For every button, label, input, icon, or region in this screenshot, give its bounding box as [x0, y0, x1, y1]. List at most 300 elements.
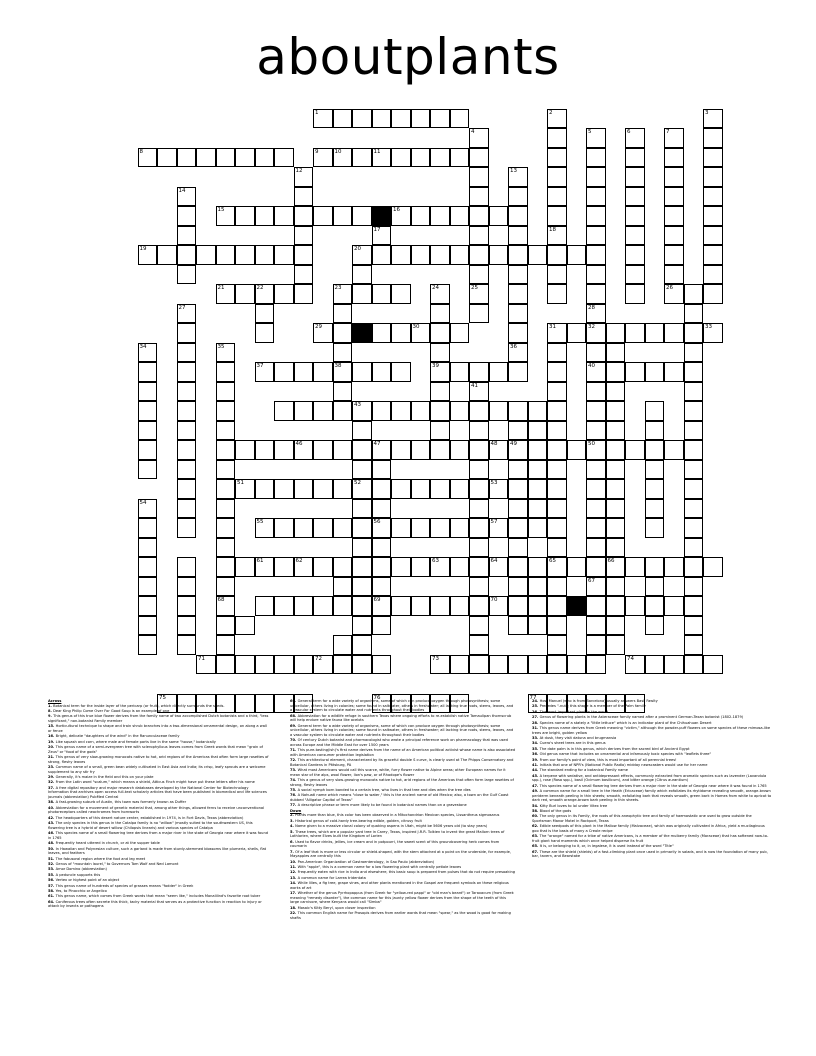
grid-cell[interactable]: [469, 518, 489, 538]
grid-cell[interactable]: [352, 362, 372, 382]
grid-cell[interactable]: [411, 206, 431, 226]
grid-cell[interactable]: [216, 596, 236, 616]
grid-cell[interactable]: [606, 577, 626, 597]
grid-cell[interactable]: [586, 323, 606, 343]
grid-cell[interactable]: [352, 616, 372, 636]
grid-cell[interactable]: [274, 655, 294, 675]
grid-cell[interactable]: [333, 577, 353, 597]
grid-cell[interactable]: [450, 245, 470, 265]
grid-cell[interactable]: [586, 655, 606, 675]
grid-cell[interactable]: [703, 226, 723, 246]
grid-cell[interactable]: [294, 479, 314, 499]
grid-cell[interactable]: [274, 557, 294, 577]
grid-cell[interactable]: [508, 284, 528, 304]
grid-cell[interactable]: [586, 265, 606, 285]
grid-cell[interactable]: [508, 323, 528, 343]
grid-cell[interactable]: [703, 323, 723, 343]
grid-cell[interactable]: [138, 421, 158, 441]
grid-cell[interactable]: [294, 167, 314, 187]
grid-cell[interactable]: [294, 596, 314, 616]
grid-cell[interactable]: [645, 655, 665, 675]
grid-cell[interactable]: [411, 440, 431, 460]
grid-cell[interactable]: [372, 655, 392, 675]
grid-cell[interactable]: [255, 206, 275, 226]
grid-cell[interactable]: [372, 557, 392, 577]
grid-cell[interactable]: [567, 557, 587, 577]
grid-cell[interactable]: [255, 440, 275, 460]
grid-cell[interactable]: [547, 499, 567, 519]
grid-cell[interactable]: [489, 596, 509, 616]
grid-cell[interactable]: [684, 479, 704, 499]
grid-cell[interactable]: [450, 479, 470, 499]
grid-cell[interactable]: [352, 460, 372, 480]
grid-cell[interactable]: [352, 284, 372, 304]
grid-cell[interactable]: [138, 148, 158, 168]
grid-cell[interactable]: [606, 518, 626, 538]
grid-cell[interactable]: [235, 284, 255, 304]
grid-cell[interactable]: [586, 343, 606, 363]
grid-cell[interactable]: [625, 596, 645, 616]
grid-cell[interactable]: [411, 245, 431, 265]
grid-cell[interactable]: [703, 265, 723, 285]
grid-cell[interactable]: [352, 421, 372, 441]
grid-cell[interactable]: [255, 557, 275, 577]
grid-cell[interactable]: [703, 557, 723, 577]
grid-cell[interactable]: [508, 343, 528, 363]
grid-cell[interactable]: [138, 518, 158, 538]
grid-cell[interactable]: [664, 284, 684, 304]
grid-cell[interactable]: [235, 616, 255, 636]
grid-cell[interactable]: [138, 382, 158, 402]
grid-cell[interactable]: [372, 323, 392, 343]
grid-cell[interactable]: [216, 440, 236, 460]
grid-cell[interactable]: [684, 499, 704, 519]
grid-cell[interactable]: [508, 362, 528, 382]
grid-cell[interactable]: [255, 245, 275, 265]
grid-cell[interactable]: [352, 245, 372, 265]
grid-cell[interactable]: [528, 616, 548, 636]
grid-cell[interactable]: [255, 304, 275, 324]
grid-cell[interactable]: [177, 362, 197, 382]
grid-cell[interactable]: [547, 518, 567, 538]
grid-cell[interactable]: [411, 401, 431, 421]
grid-cell[interactable]: [469, 401, 489, 421]
grid-cell[interactable]: [586, 304, 606, 324]
grid-cell[interactable]: [352, 577, 372, 597]
grid-cell[interactable]: [703, 187, 723, 207]
grid-cell[interactable]: [177, 635, 197, 655]
grid-cell[interactable]: [313, 596, 333, 616]
grid-cell[interactable]: [274, 206, 294, 226]
grid-cell[interactable]: [430, 421, 450, 441]
grid-cell[interactable]: [235, 440, 255, 460]
grid-cell[interactable]: [664, 128, 684, 148]
grid-cell[interactable]: [294, 655, 314, 675]
grid-cell[interactable]: [547, 245, 567, 265]
grid-cell[interactable]: [177, 421, 197, 441]
grid-cell[interactable]: [391, 362, 411, 382]
grid-cell[interactable]: [684, 596, 704, 616]
grid-cell[interactable]: [508, 499, 528, 519]
grid-cell[interactable]: [235, 148, 255, 168]
grid-cell[interactable]: [528, 655, 548, 675]
grid-cell[interactable]: [450, 148, 470, 168]
grid-cell[interactable]: [274, 518, 294, 538]
grid-cell[interactable]: [235, 655, 255, 675]
grid-cell[interactable]: [469, 304, 489, 324]
grid-cell[interactable]: [586, 499, 606, 519]
grid-cell[interactable]: [684, 401, 704, 421]
grid-cell[interactable]: [372, 226, 392, 246]
grid-cell[interactable]: [547, 479, 567, 499]
grid-cell[interactable]: [703, 148, 723, 168]
grid-cell[interactable]: [684, 323, 704, 343]
grid-cell[interactable]: [138, 557, 158, 577]
grid-cell[interactable]: [664, 323, 684, 343]
grid-cell[interactable]: [469, 206, 489, 226]
grid-cell[interactable]: [177, 206, 197, 226]
grid-cell[interactable]: [489, 479, 509, 499]
grid-cell[interactable]: [411, 323, 431, 343]
grid-cell[interactable]: [430, 245, 450, 265]
grid-cell[interactable]: [528, 479, 548, 499]
grid-cell[interactable]: [586, 440, 606, 460]
grid-cell[interactable]: [157, 245, 177, 265]
grid-cell[interactable]: [508, 206, 528, 226]
grid-cell[interactable]: [586, 635, 606, 655]
grid-cell[interactable]: [430, 362, 450, 382]
grid-cell[interactable]: [528, 577, 548, 597]
grid-cell[interactable]: [216, 518, 236, 538]
grid-cell[interactable]: [333, 206, 353, 226]
grid-cell[interactable]: [625, 557, 645, 577]
grid-cell[interactable]: [508, 479, 528, 499]
grid-cell[interactable]: [489, 440, 509, 460]
grid-cell[interactable]: [294, 557, 314, 577]
grid-cell[interactable]: [469, 362, 489, 382]
grid-cell[interactable]: [664, 655, 684, 675]
grid-cell[interactable]: [469, 382, 489, 402]
grid-cell[interactable]: [177, 382, 197, 402]
grid-cell[interactable]: [274, 479, 294, 499]
grid-cell[interactable]: [411, 557, 431, 577]
grid-cell[interactable]: [313, 440, 333, 460]
grid-cell[interactable]: [547, 284, 567, 304]
grid-cell[interactable]: [138, 343, 158, 363]
grid-cell[interactable]: [528, 245, 548, 265]
grid-cell[interactable]: [216, 499, 236, 519]
grid-cell[interactable]: [450, 596, 470, 616]
grid-cell[interactable]: [684, 460, 704, 480]
grid-cell[interactable]: [333, 479, 353, 499]
grid-cell[interactable]: [313, 557, 333, 577]
grid-cell[interactable]: [216, 635, 236, 655]
grid-cell[interactable]: [645, 616, 665, 636]
grid-cell[interactable]: [664, 362, 684, 382]
grid-cell[interactable]: [352, 499, 372, 519]
grid-cell[interactable]: [625, 362, 645, 382]
grid-cell[interactable]: [567, 323, 587, 343]
grid-cell[interactable]: [547, 557, 567, 577]
grid-cell[interactable]: [528, 421, 548, 441]
grid-cell[interactable]: [352, 479, 372, 499]
grid-cell[interactable]: [372, 109, 392, 129]
grid-cell[interactable]: [313, 109, 333, 129]
grid-cell[interactable]: [586, 401, 606, 421]
grid-cell[interactable]: [411, 109, 431, 129]
grid-cell[interactable]: [703, 206, 723, 226]
grid-cell[interactable]: [586, 245, 606, 265]
grid-cell[interactable]: [547, 206, 567, 226]
grid-cell[interactable]: [411, 518, 431, 538]
grid-cell[interactable]: [606, 401, 626, 421]
grid-cell[interactable]: [645, 577, 665, 597]
grid-cell[interactable]: [391, 148, 411, 168]
grid-cell[interactable]: [450, 206, 470, 226]
grid-cell[interactable]: [547, 226, 567, 246]
grid-cell[interactable]: [469, 245, 489, 265]
grid-cell[interactable]: [489, 655, 509, 675]
grid-cell[interactable]: [684, 557, 704, 577]
grid-cell[interactable]: [216, 148, 236, 168]
grid-cell[interactable]: [333, 323, 353, 343]
grid-cell[interactable]: [313, 206, 333, 226]
grid-cell[interactable]: [664, 226, 684, 246]
grid-cell[interactable]: [508, 187, 528, 207]
grid-cell[interactable]: [586, 128, 606, 148]
grid-cell[interactable]: [567, 655, 587, 675]
grid-cell[interactable]: [645, 460, 665, 480]
grid-cell[interactable]: [703, 245, 723, 265]
grid-cell[interactable]: [430, 148, 450, 168]
grid-cell[interactable]: [372, 245, 392, 265]
grid-cell[interactable]: [352, 518, 372, 538]
grid-cell[interactable]: [450, 362, 470, 382]
grid-cell[interactable]: [372, 538, 392, 558]
grid-cell[interactable]: [391, 284, 411, 304]
grid-cell[interactable]: [430, 284, 450, 304]
grid-cell[interactable]: [138, 499, 158, 519]
grid-cell[interactable]: [528, 460, 548, 480]
grid-cell[interactable]: [489, 401, 509, 421]
grid-cell[interactable]: [469, 226, 489, 246]
grid-cell[interactable]: [703, 655, 723, 675]
grid-cell[interactable]: [684, 616, 704, 636]
grid-cell[interactable]: [372, 401, 392, 421]
grid-cell[interactable]: [664, 167, 684, 187]
grid-cell[interactable]: [177, 479, 197, 499]
grid-cell[interactable]: [645, 362, 665, 382]
grid-cell[interactable]: [177, 187, 197, 207]
grid-cell[interactable]: [216, 362, 236, 382]
grid-cell[interactable]: [606, 460, 626, 480]
grid-cell[interactable]: [469, 148, 489, 168]
grid-cell[interactable]: [450, 518, 470, 538]
grid-cell[interactable]: [469, 421, 489, 441]
grid-cell[interactable]: [138, 401, 158, 421]
grid-cell[interactable]: [586, 226, 606, 246]
grid-cell[interactable]: [625, 226, 645, 246]
grid-cell[interactable]: [430, 206, 450, 226]
grid-cell[interactable]: [333, 557, 353, 577]
grid-cell[interactable]: [586, 479, 606, 499]
grid-cell[interactable]: [430, 304, 450, 324]
grid-cell[interactable]: [430, 109, 450, 129]
grid-cell[interactable]: [625, 245, 645, 265]
grid-cell[interactable]: [352, 206, 372, 226]
grid-cell[interactable]: [547, 616, 567, 636]
grid-cell[interactable]: [586, 206, 606, 226]
grid-cell[interactable]: [333, 304, 353, 324]
grid-cell[interactable]: [684, 421, 704, 441]
grid-cell[interactable]: [391, 245, 411, 265]
grid-cell[interactable]: [391, 206, 411, 226]
grid-cell[interactable]: [372, 440, 392, 460]
grid-cell[interactable]: [450, 440, 470, 460]
grid-cell[interactable]: [352, 440, 372, 460]
grid-cell[interactable]: [586, 187, 606, 207]
grid-cell[interactable]: [430, 401, 450, 421]
grid-cell[interactable]: [508, 401, 528, 421]
grid-cell[interactable]: [606, 479, 626, 499]
grid-cell[interactable]: [216, 206, 236, 226]
grid-cell[interactable]: [372, 616, 392, 636]
grid-cell[interactable]: [586, 596, 606, 616]
grid-cell[interactable]: [684, 362, 704, 382]
grid-cell[interactable]: [313, 401, 333, 421]
grid-cell[interactable]: [547, 343, 567, 363]
grid-cell[interactable]: [469, 596, 489, 616]
grid-cell[interactable]: [235, 245, 255, 265]
grid-cell[interactable]: [625, 148, 645, 168]
grid-cell[interactable]: [216, 421, 236, 441]
grid-cell[interactable]: [372, 362, 392, 382]
grid-cell[interactable]: [703, 109, 723, 129]
grid-cell[interactable]: [138, 460, 158, 480]
grid-cell[interactable]: [645, 557, 665, 577]
grid-cell[interactable]: [508, 557, 528, 577]
grid-cell[interactable]: [508, 577, 528, 597]
grid-cell[interactable]: [508, 538, 528, 558]
grid-cell[interactable]: [547, 187, 567, 207]
grid-cell[interactable]: [255, 323, 275, 343]
grid-cell[interactable]: [547, 440, 567, 460]
grid-cell[interactable]: [606, 557, 626, 577]
grid-cell[interactable]: [294, 206, 314, 226]
grid-cell[interactable]: [547, 109, 567, 129]
grid-cell[interactable]: [430, 479, 450, 499]
grid-cell[interactable]: [684, 304, 704, 324]
grid-cell[interactable]: [528, 518, 548, 538]
grid-cell[interactable]: [138, 440, 158, 460]
grid-cell[interactable]: [333, 382, 353, 402]
grid-cell[interactable]: [352, 148, 372, 168]
grid-cell[interactable]: [625, 323, 645, 343]
grid-cell[interactable]: [235, 206, 255, 226]
grid-cell[interactable]: [606, 499, 626, 519]
grid-cell[interactable]: [508, 265, 528, 285]
grid-cell[interactable]: [547, 421, 567, 441]
grid-cell[interactable]: [216, 343, 236, 363]
grid-cell[interactable]: [411, 596, 431, 616]
grid-cell[interactable]: [157, 148, 177, 168]
grid-cell[interactable]: [333, 343, 353, 363]
grid-cell[interactable]: [508, 304, 528, 324]
grid-cell[interactable]: [255, 596, 275, 616]
grid-cell[interactable]: [372, 518, 392, 538]
grid-cell[interactable]: [294, 518, 314, 538]
grid-cell[interactable]: [333, 148, 353, 168]
grid-cell[interactable]: [645, 518, 665, 538]
grid-cell[interactable]: [469, 557, 489, 577]
grid-cell[interactable]: [684, 518, 704, 538]
grid-cell[interactable]: [216, 401, 236, 421]
grid-cell[interactable]: [294, 265, 314, 285]
grid-cell[interactable]: [606, 616, 626, 636]
grid-cell[interactable]: [508, 167, 528, 187]
grid-cell[interactable]: [528, 596, 548, 616]
grid-cell[interactable]: [177, 265, 197, 285]
grid-cell[interactable]: [138, 538, 158, 558]
grid-cell[interactable]: [274, 440, 294, 460]
grid-cell[interactable]: [469, 167, 489, 187]
grid-cell[interactable]: [352, 596, 372, 616]
grid-cell[interactable]: [547, 635, 567, 655]
grid-cell[interactable]: [274, 245, 294, 265]
grid-cell[interactable]: [391, 109, 411, 129]
grid-cell[interactable]: [489, 245, 509, 265]
grid-cell[interactable]: [489, 362, 509, 382]
grid-cell[interactable]: [294, 226, 314, 246]
grid-cell[interactable]: [606, 596, 626, 616]
grid-cell[interactable]: [177, 304, 197, 324]
grid-cell[interactable]: [586, 518, 606, 538]
grid-cell[interactable]: [547, 460, 567, 480]
grid-cell[interactable]: [391, 479, 411, 499]
grid-cell[interactable]: [684, 343, 704, 363]
grid-cell[interactable]: [645, 401, 665, 421]
grid-cell[interactable]: [567, 245, 587, 265]
grid-cell[interactable]: [430, 518, 450, 538]
grid-cell[interactable]: [489, 518, 509, 538]
grid-cell[interactable]: [177, 440, 197, 460]
grid-cell[interactable]: [216, 245, 236, 265]
grid-cell[interactable]: [372, 577, 392, 597]
grid-cell[interactable]: [469, 538, 489, 558]
grid-cell[interactable]: [333, 518, 353, 538]
grid-cell[interactable]: [177, 499, 197, 519]
grid-cell[interactable]: [177, 323, 197, 343]
grid-cell[interactable]: [352, 265, 372, 285]
grid-cell[interactable]: [333, 440, 353, 460]
grid-cell[interactable]: [586, 362, 606, 382]
grid-cell[interactable]: [352, 655, 372, 675]
grid-cell[interactable]: [294, 284, 314, 304]
grid-cell[interactable]: [177, 343, 197, 363]
grid-cell[interactable]: [508, 460, 528, 480]
grid-cell[interactable]: [177, 148, 197, 168]
grid-cell[interactable]: [372, 596, 392, 616]
grid-cell[interactable]: [196, 245, 216, 265]
grid-cell[interactable]: [606, 323, 626, 343]
grid-cell[interactable]: [274, 596, 294, 616]
grid-cell[interactable]: [625, 128, 645, 148]
grid-cell[interactable]: [469, 577, 489, 597]
grid-cell[interactable]: [177, 245, 197, 265]
grid-cell[interactable]: [645, 499, 665, 519]
grid-cell[interactable]: [177, 226, 197, 246]
grid-cell[interactable]: [138, 616, 158, 636]
